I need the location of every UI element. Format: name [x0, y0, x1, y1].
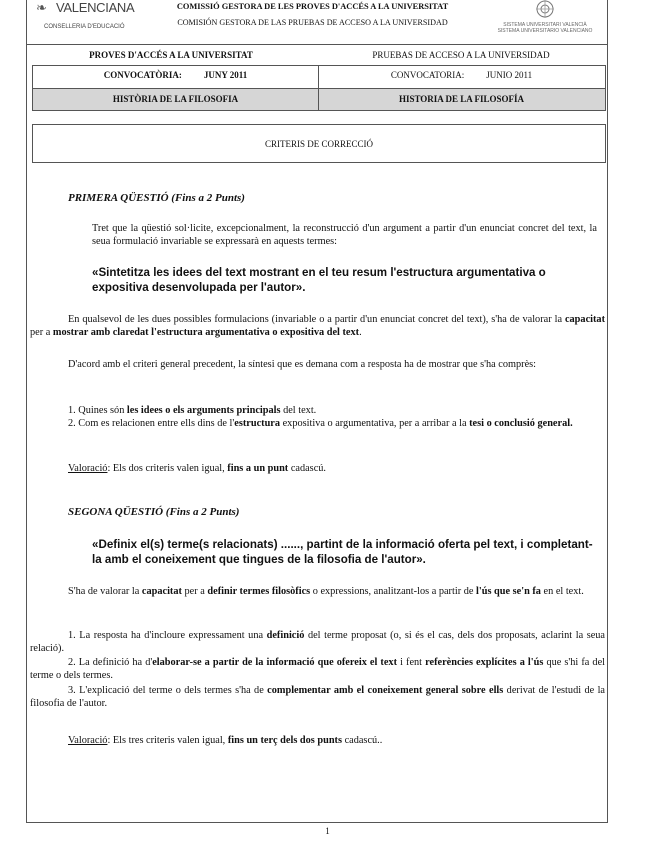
exam-title-row	[26, 48, 607, 64]
convocatoria-es-label: CONVOCATORIA:	[390, 70, 465, 80]
q2-title: SEGONA QÜESTIÓ (Fins a 2 Punts)	[68, 506, 240, 518]
q1-val-b: fins a un punt	[227, 463, 289, 474]
q2-p1-c: per a	[181, 586, 208, 597]
q1-valoracio	[68, 462, 326, 475]
q1-i1-a: 1. Quines són	[68, 405, 127, 416]
q1-val-a: : Els dos criteris valen igual,	[107, 463, 228, 474]
q2-i1-b: definició	[266, 630, 305, 641]
q1-p1-d: .	[359, 327, 362, 338]
convocatoria-ca-label: CONVOCATÒRIA:	[103, 70, 182, 80]
q2-i3-a: 3. L'explicació del terme o dels termes s'ha de	[68, 685, 268, 696]
subject-ca: HISTÒRIA DE LA FILOSOFIA	[112, 94, 239, 104]
q2-paragraph-1	[30, 585, 605, 598]
q1-paragraph-1	[30, 313, 605, 339]
logo-right-text	[485, 22, 605, 34]
q2-i3-b: complementar amb el coneixement general sobre ells	[267, 685, 504, 696]
logo-left-sub: CONSELLERIA D'EDUCACIÓ	[44, 24, 125, 30]
q1-p1-b2: mostrar amb claredat l'estructura argumentativa o expositiva del text	[52, 327, 360, 338]
convocatoria-es-value: JUNIO 2011	[486, 70, 533, 80]
q1-i2-c: expositiva o argumentativa, per a arribar a la	[280, 418, 470, 429]
q2-i1-a: 1. La resposta ha d'incloure expressament una	[68, 630, 267, 641]
table-divider	[318, 66, 319, 110]
exam-title-ca: PROVES D'ACCÉS A LA UNIVERSITAT	[89, 50, 253, 60]
q1-intro: Tret que la qüestió sol·licite, excepcionalment, la reconstrucció d'un argument a partir d'un enunciat concret del text, la seua formulació invariable se expressarà en aquests termes:	[92, 223, 597, 247]
convocatoria-ca-value: JUNY 2011	[203, 70, 248, 80]
convocatoria-es	[319, 70, 604, 80]
q2-p1-b1: capacitat	[141, 586, 182, 597]
q1-title: PRIMERA QÜESTIÓ (Fins a 2 Punts)	[68, 192, 245, 204]
university-emblem-icon	[525, 0, 565, 22]
q1-val-c: cadascú.	[288, 463, 326, 474]
q2-i1-c: del terme proposat (o, si és el cas, dels dos proposats, aclarint la seua relació).	[30, 630, 605, 654]
logo-right-text-1: SISTEMA UNIVERSITARI VALENCIÀ	[503, 22, 587, 28]
q2-p1-b2: definir termes filosòfics	[207, 586, 311, 597]
subject-row	[33, 89, 605, 110]
q2-i2-a: 2. La definició ha d'	[68, 657, 153, 668]
q2-val-b: fins un terç dels dos punts	[227, 735, 342, 746]
q1-item-1	[68, 404, 316, 417]
q1-i1-c: del text.	[280, 405, 317, 416]
q2-p1-b3: l'ús que se'n fa	[476, 586, 541, 597]
logo-right-text-2: SISTEMA UNIVERSITARIO VALENCIANO	[497, 28, 593, 34]
q1-i2-b: estructura	[234, 418, 281, 429]
q2-p1-e: en el text.	[540, 586, 584, 597]
q2-val-c: cadascú..	[342, 735, 383, 746]
q1-p2: D'acord amb el criteri general precedent, la síntesi que es demana com a resposta ha de mostrar que s'ha comprès:	[68, 359, 537, 370]
q2-i2-b: elaborar-se a partir de la informació que ofereix el text	[152, 657, 398, 668]
header-subtitle: COMISIÓN GESTORA DE LAS PRUEBAS DE ACCESO A LA UNIVERSIDAD	[177, 18, 448, 27]
header-divider	[26, 44, 607, 45]
q2-valoracio	[68, 734, 382, 747]
q2-val-label: Valoració	[68, 735, 108, 746]
exam-title-es: PRUEBAS DE ACCESO A LA UNIVERSIDAD	[372, 50, 550, 60]
criteria-title: CRITERIS DE CORRECCIÓ	[32, 124, 606, 163]
q2-i2-e: que s'hi fa del terme o dels termes.	[30, 657, 606, 681]
generalitat-logo	[36, 0, 146, 40]
convocatoria-ca	[33, 70, 318, 80]
q1-paragraph-2	[30, 358, 605, 371]
logo-left-name: VALENCIANA	[56, 0, 135, 15]
q2-i2-d: referències explícites a l'ús	[425, 657, 544, 668]
q2-quote: «Definix el(s) terme(s relacionats) ......, partint de la informació oferta pel text, i completant-la amb el coneixement que tingues de la filosofia de l'autor».	[92, 538, 593, 566]
q1-i2-a: 2. Com es relacionen entre ells dins de l'	[68, 418, 235, 429]
q1-p1-a: En qualsevol de les dues possibles formulacions (invariable o a partir d'un enunciat concret del text), s'ha de valorar la	[68, 314, 565, 325]
university-system-logo	[485, 0, 605, 40]
page-number: 1	[325, 826, 330, 836]
subject-es: HISTORIA DE LA FILOSOFÍA	[398, 94, 525, 104]
convocatoria-row	[33, 66, 605, 89]
q1-i1-b: les idees o els arguments principals	[126, 405, 281, 416]
q2-item-3	[30, 684, 605, 710]
generalitat-emblem-icon: ❧	[36, 0, 46, 15]
exam-info-table	[32, 65, 606, 111]
q2-p1-d: o expressions, analitzant-los a partir de	[310, 586, 476, 597]
q2-item-1	[30, 629, 605, 655]
header-title: COMISSIÓ GESTORA DE LES PROVES D'ACCÉS A LA UNIVERSITAT	[176, 2, 449, 11]
q1-val-label: Valoració	[68, 463, 108, 474]
q2-i3-c: derivat de l'estudi de la filosofia de l'autor.	[30, 685, 605, 709]
q2-item-2	[30, 656, 605, 682]
q2-p1-a: S'ha de valorar la	[68, 586, 142, 597]
q2-val-a: : Els tres criteris valen igual,	[107, 735, 228, 746]
q1-quote: «Sintetitza les idees del text mostrant en el teu resum l'estructura argumentativa o expositiva desenvolupada per l'autor».	[92, 266, 546, 294]
q1-i2-d: tesi o conclusió general.	[469, 418, 573, 429]
q1-item-2	[30, 417, 605, 430]
q2-i2-c: i fent	[397, 657, 426, 668]
q1-p1-c: per a	[30, 327, 53, 338]
q1-p1-b1: capacitat	[564, 314, 605, 325]
